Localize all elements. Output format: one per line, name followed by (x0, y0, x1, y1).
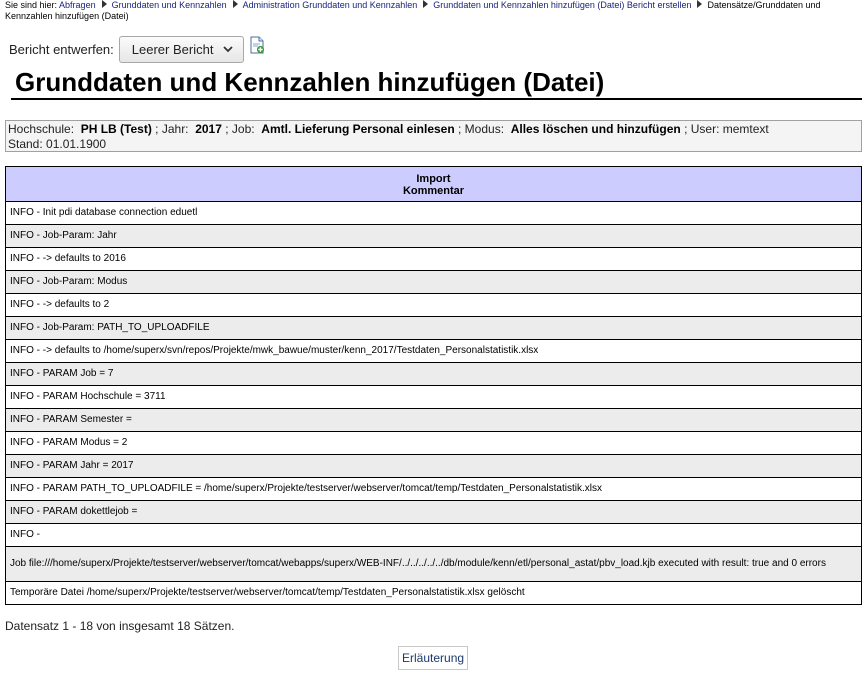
table-row (6, 294, 862, 317)
help-button[interactable]: Erläuterung (398, 646, 468, 670)
table-row (6, 478, 862, 501)
hochschule-label: Hochschule: (8, 122, 75, 136)
column-header-import-kommentar (6, 167, 862, 202)
breadcrumb-link-abfragen[interactable]: Abfragen (59, 0, 96, 10)
modus-value: Alles löschen und hinzufügen (510, 122, 681, 136)
table-row (6, 524, 862, 547)
import-log-table (5, 166, 862, 605)
arrow-right-icon (102, 0, 107, 8)
report-draft-bar (9, 35, 265, 63)
new-report-icon[interactable] (249, 36, 265, 54)
report-template-select[interactable] (119, 36, 245, 63)
record-count: Datensatz 1 - 18 von insgesamt 18 Sätzen. (5, 619, 235, 633)
table-row (6, 202, 862, 225)
table-row (6, 248, 862, 271)
table-cell: INFO - -> defaults to 2016 (6, 248, 862, 271)
table-row (6, 432, 862, 455)
arrow-right-icon (697, 0, 702, 8)
table-row (6, 317, 862, 340)
table-row (6, 386, 862, 409)
table-row (6, 271, 862, 294)
table-cell: INFO - PARAM PATH_TO_UPLOADFILE = /home/superx/Projekte/testserver/webserver/tomcat/temp/Testdaten_Personalstatistik.xlsx (6, 478, 862, 501)
table-cell: INFO - PARAM Modus = 2 (6, 432, 862, 455)
table-row (6, 363, 862, 386)
page-title: Grunddaten und Kennzahlen hinzufügen (Datei) (11, 66, 862, 100)
table-cell: Job file:///home/superx/Projekte/testserver/webserver/tomcat/webapps/superx/WEB-INF/../../../../../db/module/kenn/etl/personal_astat/pbv_load.kjb executed with result: true and 0 errors (6, 547, 862, 582)
table-cell: INFO - PARAM Job = 7 (6, 363, 862, 386)
arrow-right-icon (233, 0, 238, 8)
table-cell: INFO - PARAM dokettlejob = (6, 501, 862, 524)
table-cell: INFO - Job-Param: Jahr (6, 225, 862, 248)
column-header-line1: Import (416, 173, 451, 185)
table-row (6, 501, 862, 524)
table-cell: INFO - -> defaults to /home/superx/svn/repos/Projekte/mwk_bawue/muster/kenn_2017/Testdaten_Personalstatistik.xlsx (6, 340, 862, 363)
table-cell: INFO - Job-Param: PATH_TO_UPLOADFILE (6, 317, 862, 340)
report-template-value: Leerer Bericht (131, 41, 214, 57)
stand-info: Stand: 01.01.1900 (8, 137, 107, 151)
table-cell: INFO - Job-Param: Modus (6, 271, 862, 294)
breadcrumb-link-bericht-erstellen[interactable]: Grunddaten und Kennzahlen hinzufügen (Datei) Bericht erstellen (433, 0, 692, 10)
column-header-line2: Kommentar (402, 185, 465, 197)
report-draft-label: Bericht entwerfen: (9, 41, 114, 57)
report-parameters (5, 120, 862, 152)
table-cell: INFO - -> defaults to 2 (6, 294, 862, 317)
job-value: Amtl. Lieferung Personal einlesen (261, 122, 455, 136)
table-cell: Temporäre Datei /home/superx/Projekte/testserver/webserver/tomcat/temp/Testdaten_Personalstatistik.xlsx gelöscht (6, 582, 862, 605)
jahr-label: ; Jahr: (155, 122, 189, 136)
breadcrumb-link-administration[interactable]: Administration Grunddaten und Kennzahlen (242, 0, 418, 10)
table-row (6, 455, 862, 478)
table-cell: INFO - PARAM Semester = (6, 409, 862, 432)
table-row (6, 340, 862, 363)
hochschule-value: PH LB (Test) (80, 122, 152, 136)
table-cell: INFO - PARAM Jahr = 2017 (6, 455, 862, 478)
job-label: ; Job: (225, 122, 255, 136)
table-row (6, 225, 862, 248)
table-row (6, 547, 862, 582)
user-info: ; User: memtext (684, 122, 769, 136)
jahr-value: 2017 (195, 122, 222, 136)
breadcrumb (5, 0, 863, 22)
breadcrumb-current: Datensätze/Grunddaten und Kennzahlen hinzufügen (Datei) (5, 0, 821, 21)
table-row (6, 409, 862, 432)
table-cell: INFO - (6, 524, 862, 547)
chevron-down-icon (222, 43, 234, 55)
table-row (6, 582, 862, 605)
breadcrumb-link-grunddaten[interactable]: Grunddaten und Kennzahlen (111, 0, 227, 10)
table-cell: INFO - PARAM Hochschule = 3711 (6, 386, 862, 409)
arrow-right-icon (423, 0, 428, 8)
table-cell: INFO - Init pdi database connection eduetl (6, 202, 862, 225)
modus-label: ; Modus: (458, 122, 505, 136)
breadcrumb-label: Sie sind hier: (5, 0, 58, 10)
